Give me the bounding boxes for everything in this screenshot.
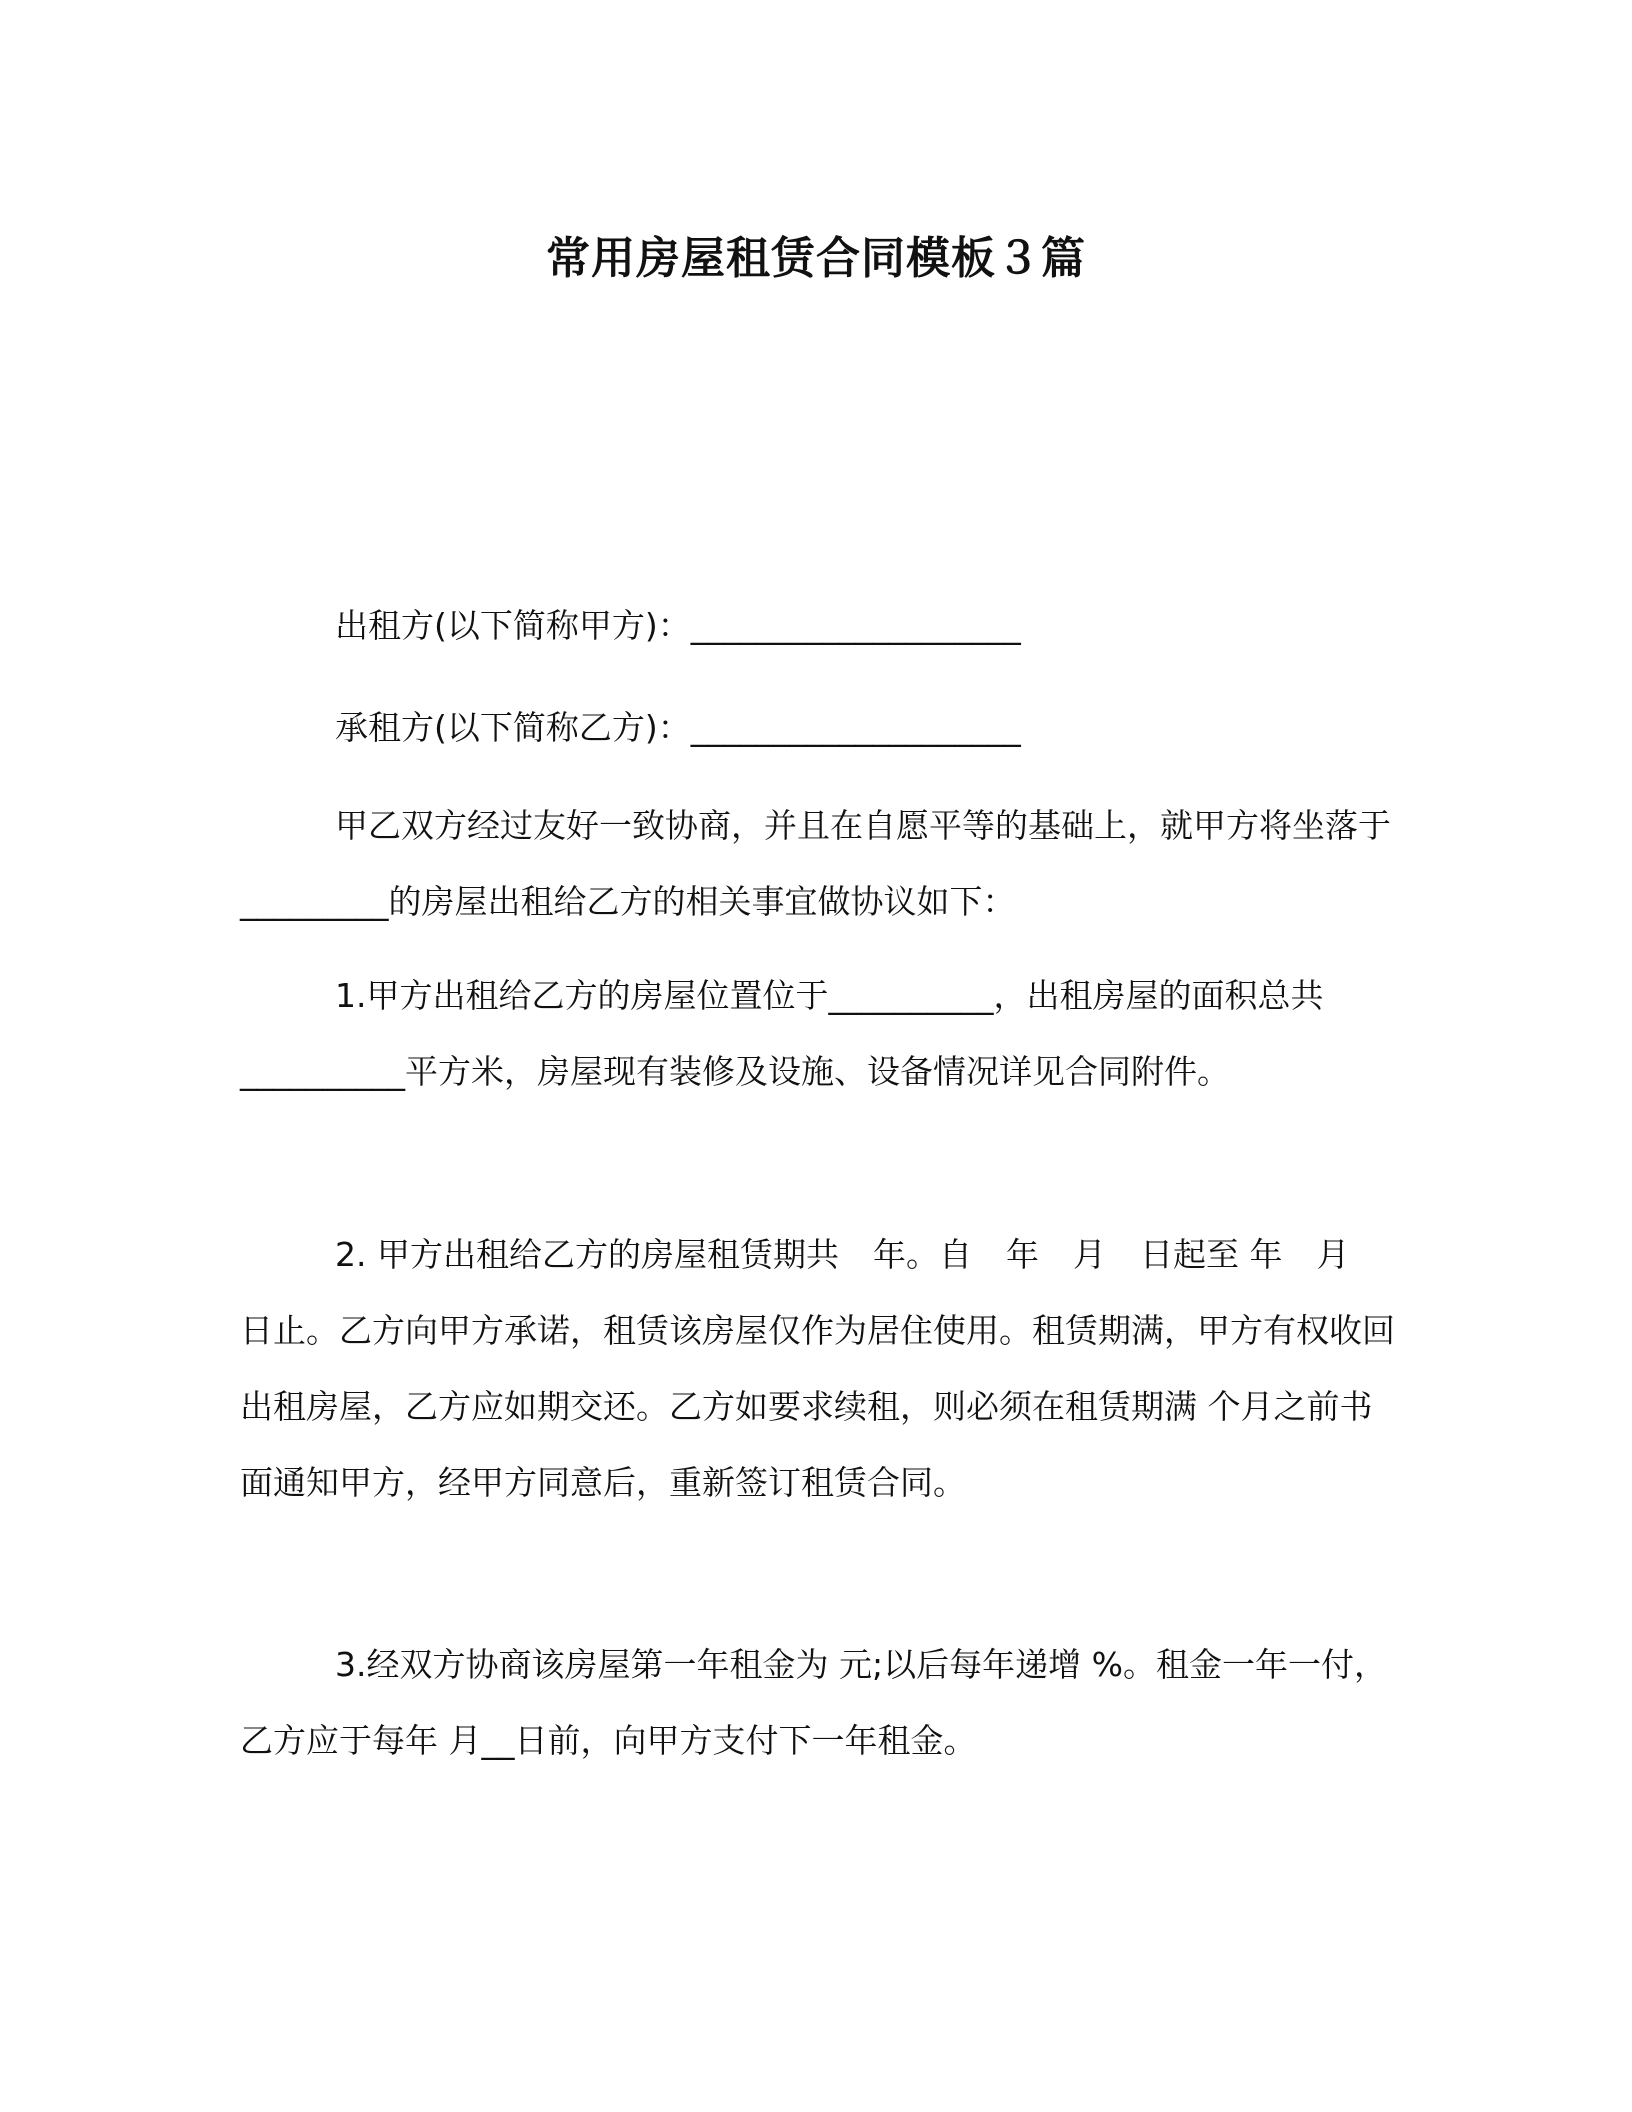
clause-2-paragraph xyxy=(240,1217,1400,1521)
clause-2-part-a: 2. 甲方出租给乙方的房屋租赁期共 xyxy=(335,1235,839,1274)
clause-2-part-b: 年。自 xyxy=(872,1235,972,1274)
clause-2-part-c: 年 xyxy=(1005,1235,1039,1274)
clause-2-part-e: 日起至 xyxy=(1139,1235,1239,1274)
clause-3-paragraph: 3.经双方协商该房屋第一年租金为 元;以后每年递增 %。租金一年一付，乙方应于每年 月__日前，向甲方支付下一年租金。 xyxy=(240,1645,1387,1760)
clause-2-part-h: 日止。乙方向甲方承诺，租赁该房屋仅作为居住使用。租赁期满，甲方有权收回出租房屋，乙方应如期交还。乙方如要求续租，则必须在租赁期满 个月之前书面通知甲方，经甲方同意后，重新签订租赁合同。 xyxy=(240,1311,1395,1502)
clause-2-part-g: 月 xyxy=(1316,1235,1350,1274)
clause-2-part-d: 月 xyxy=(1072,1235,1106,1274)
clause-1-paragraph: 1.甲方出租给乙方的房屋位置位于__________，出租房屋的面积总共__________平方米，房屋现有装修及设施、设备情况详见合同附件。 xyxy=(240,976,1324,1091)
lessee-line: 承租方(以下简称乙方)：____________________ xyxy=(335,708,1021,747)
document-title: 常用房屋租赁合同模板３篇 xyxy=(546,233,1086,284)
intro-paragraph: 甲乙双方经过友好一致协商，并且在自愿平等的基础上，就甲方将坐落于_________的房屋出租给乙方的相关事宜做协议如下： xyxy=(240,806,1391,921)
lessor-line: 出租方(以下简称甲方)：____________________ xyxy=(335,606,1021,645)
clause-2-part-f: 年 xyxy=(1249,1235,1283,1274)
